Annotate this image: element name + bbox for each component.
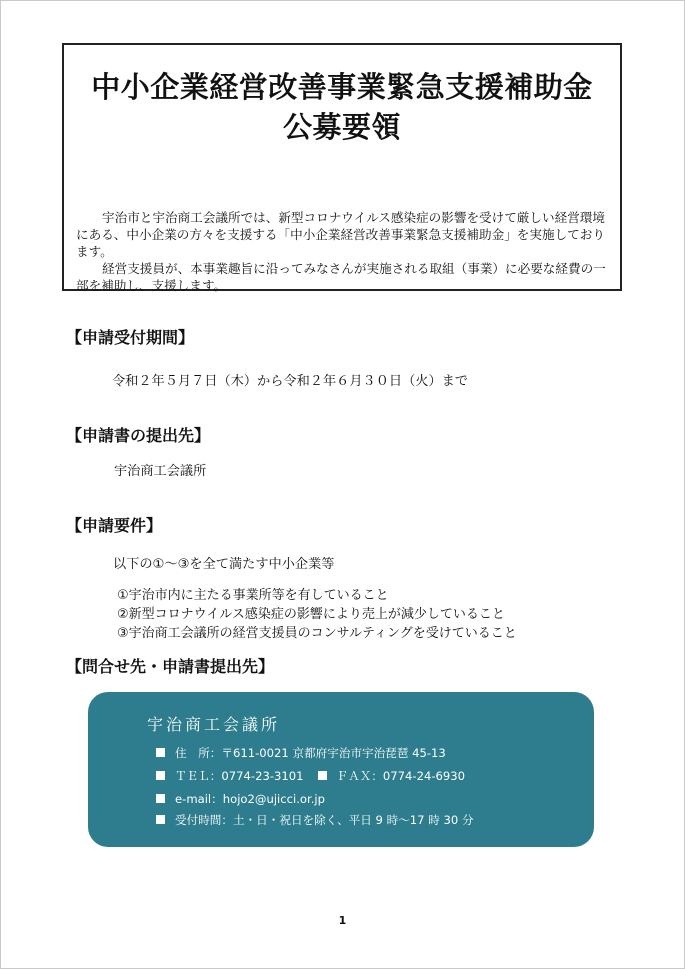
address-text: 住 所：〒611-0021 京都府宇治市宇治琵琶 45-13 (175, 746, 446, 760)
intro-text (76, 209, 610, 294)
tel-text: ＴＥＬ：0774-23-3101 (175, 769, 304, 783)
square-bullet-icon (156, 771, 165, 780)
hours-text: 受付時間：土・日・祝日を除く、平日 9 時～17 時 30 分 (175, 813, 474, 827)
square-bullet-icon (156, 815, 165, 824)
contact-org-name: 宇治商工会議所 (147, 715, 281, 734)
document-subtitle: 公募要領 (282, 110, 401, 144)
contact-box (88, 692, 594, 847)
contact-email (156, 791, 325, 807)
submit-text: 宇治商工会議所 (114, 464, 207, 479)
intro-paragraph-1: 宇治市と宇治商工会議所では、新型コロナウイルス感染症の影響を受けて厳しい経営環境にある、中小企業の方々を支援する「中小企業経営改善事業緊急支援補助金」を実施しております。 (76, 210, 605, 259)
contact-hours (156, 812, 474, 828)
title-box (62, 43, 622, 291)
document-title: 中小企業経営改善事業緊急支援補助金 (91, 70, 593, 104)
contact-phone-fax (156, 768, 465, 784)
square-bullet-icon (156, 748, 165, 757)
requirements-intro: 以下の①～③を全て満たす中小企業等 (113, 557, 335, 572)
fax-text: ＦＡＸ：0774-24-6930 (336, 769, 466, 783)
contact-address (156, 745, 446, 761)
requirement-item-2: ②新型コロナウイルス感染症の影響により売上が減少していること (117, 607, 505, 622)
email-text: e-mail：hojo2@ujicci.or.jp (175, 792, 325, 806)
requirement-item-3: ③宇治商工会議所の経営支援員のコンサルティングを受けていること (117, 626, 517, 641)
submit-heading: 【申請書の提出先】 (66, 426, 211, 445)
period-heading: 【申請受付期間】 (66, 328, 195, 347)
intro-paragraph-2: 経営支援員が、本事業趣旨に沿ってみなさんが実施される取組（事業）に必要な経費の一部を補助し、支援します。 (76, 261, 606, 293)
period-text: 令和２年５月７日（木）から令和２年６月３０日（火）まで (112, 374, 469, 389)
page-number: 1 (338, 914, 347, 927)
requirement-item-1: ①宇治市内に主たる事業所等を有していること (117, 588, 389, 603)
square-bullet-icon (156, 794, 165, 803)
requirements-heading: 【申請要件】 (66, 516, 163, 535)
square-bullet-icon (318, 771, 327, 780)
contact-heading: 【問合せ先・申請書提出先】 (66, 657, 275, 676)
